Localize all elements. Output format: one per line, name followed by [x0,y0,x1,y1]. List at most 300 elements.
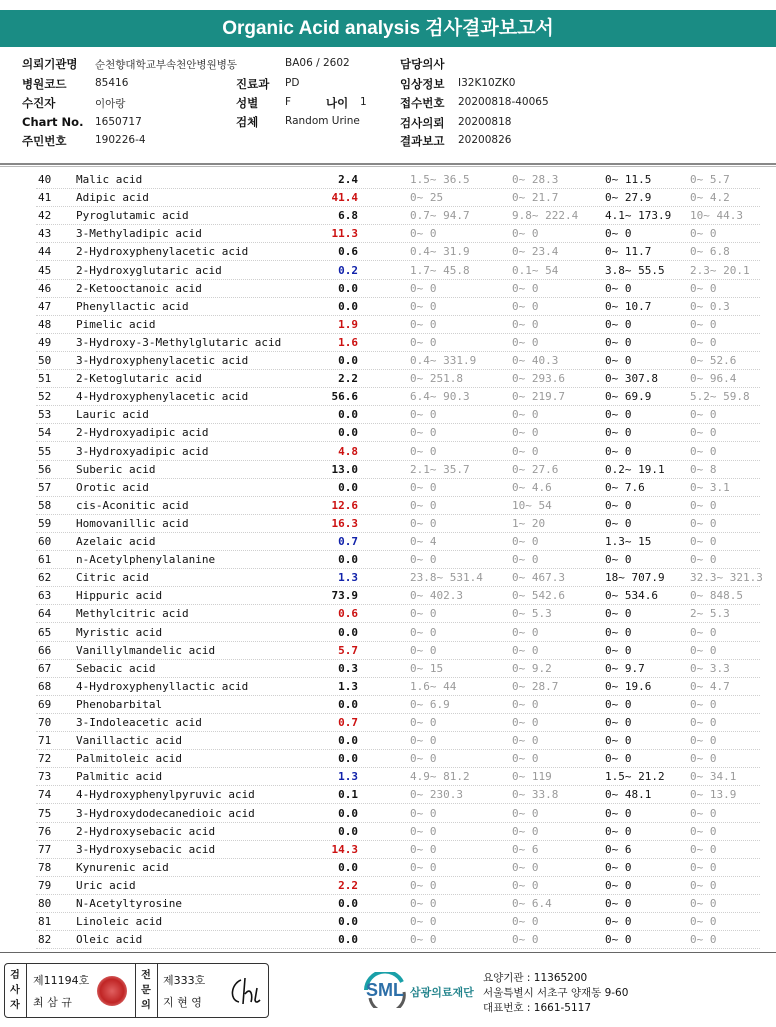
reference-range-2: 0~ 119 [512,770,552,784]
reference-range-2: 0~ 0 [512,806,539,820]
row-number: 47 [38,299,52,313]
examiner-name: 최 삼 규 [33,996,72,1009]
reference-range-3: 0~ 7.6 [605,480,645,494]
reference-range-4: 0~ 0 [690,643,717,657]
reference-range-3: 0~ 9.7 [605,661,645,675]
analyte-name: Pyroglutamic acid [76,209,189,223]
result-value: 14.3 [331,842,358,856]
reference-range-4: 0~ 0 [690,734,717,748]
reference-range-3: 0.2~ 19.1 [605,462,665,476]
result-value: 0.0 [338,625,358,639]
reference-range-2: 0~ 9.2 [512,661,552,675]
table-row [0,877,776,895]
org-info [483,971,628,1016]
id-value: 190226-4 [95,134,146,146]
analyte-name: Palmitoleic acid [76,752,182,766]
reference-range-4: 0~ 0 [690,842,717,856]
row-number: 72 [38,752,52,766]
reference-range-2: 0~ 0 [512,933,539,947]
reference-range-1: 0~ 0 [410,933,437,947]
result-value: 0.0 [338,408,358,422]
reference-range-4: 0~ 6.8 [690,245,730,259]
logo-text: SML [366,980,404,1000]
table-row [0,605,776,623]
result-value: 0.1 [338,788,358,802]
result-value: 0.0 [338,860,358,874]
table-row [0,262,776,280]
signature-divider [157,964,158,1017]
reference-range-2: 0~ 40.3 [512,354,559,367]
result-value: 6.8 [338,209,358,223]
reference-range-4: 0~ 3.3 [690,661,730,675]
analyte-name: 3-Hydroxy-3-Methylglutaric acid [76,335,282,349]
reference-range-3: 0~ 48.1 [605,788,652,802]
specialist-label: 전문의 [141,970,151,1011]
result-label: 결과보고 [400,134,445,148]
table-row [0,406,776,424]
reference-range-4: 0~ 13.9 [690,788,737,802]
row-number: 41 [38,191,52,205]
header-divider-thin [0,166,776,167]
result-value: 0.2 [338,263,358,277]
reference-range-1: 0~ 0 [410,426,437,440]
analyte-name: Pimelic acid [76,317,156,331]
table-row [0,859,776,877]
table-row [0,424,776,442]
analyte-name: 2-Hydroxyadipic acid [76,426,209,440]
reference-range-4: 0~ 0 [690,498,717,512]
row-number: 58 [38,498,52,512]
reference-range-2: 0~ 0 [512,426,539,440]
reference-range-3: 3.8~ 55.5 [605,263,665,277]
reference-range-2: 0~ 0 [512,227,539,241]
reference-range-3: 0~ 0 [605,933,632,947]
row-number: 42 [38,209,52,223]
table-row [0,895,776,913]
analyte-name: Linoleic acid [76,915,163,929]
reference-range-2: 0~ 0 [512,878,539,892]
reference-range-2: 9.8~ 222.4 [512,209,579,223]
patient-label: 수진자 [22,96,56,110]
reference-range-4: 0~ 96.4 [690,372,737,386]
specimen-value: Random Urine [285,115,360,127]
table-row [0,569,776,587]
result-value: 0.7 [338,716,358,729]
row-number: 53 [38,408,52,422]
analyte-name: 2-Ketooctanoic acid [76,281,202,295]
result-value: 0.7 [338,535,358,548]
reference-range-4: 0~ 0 [690,824,717,838]
reference-range-1: 0~ 6.9 [410,697,450,711]
reference-range-3: 0~ 11.5 [605,173,652,186]
analyte-name: 4-Hydroxyphenylpyruvic acid [76,788,255,802]
table-row [0,732,776,750]
reference-range-4: 0~ 0.3 [690,299,730,313]
reference-range-2: 1~ 20 [512,516,546,530]
reference-range-3: 0~ 0 [605,408,632,422]
reference-range-1: 1.7~ 45.8 [410,263,470,277]
reference-range-4: 0~ 0 [690,716,717,729]
analyte-name: Sebacic acid [76,661,156,675]
result-value: 2.2 [338,372,358,386]
table-row [0,515,776,533]
reference-range-2: 0~ 219.7 [512,390,565,404]
analyte-name: Orotic acid [76,480,149,494]
reference-range-2: 0.1~ 54 [512,263,559,277]
result-value: 2.2 [338,878,358,892]
reference-range-2: 0~ 542.6 [512,589,565,603]
reference-range-1: 0~ 0 [410,842,437,856]
org-phone: 대표번호 : 1661-5117 [483,1002,592,1014]
reference-range-1: 1.5~ 36.5 [410,173,470,186]
reference-range-3: 0~ 10.7 [605,299,652,313]
dept-value: PD [285,77,300,89]
table-row [0,913,776,931]
reference-range-3: 0~ 0 [605,824,632,838]
table-row [0,370,776,388]
analyte-name: 3-Methyladipic acid [76,227,202,241]
row-number: 73 [38,770,52,784]
specialist-name: 지 현 영 [163,996,202,1009]
reference-range-1: 0~ 251.8 [410,372,463,386]
row-number: 61 [38,553,52,567]
result-value: 56.6 [331,390,358,404]
row-number: 55 [38,444,52,458]
analyte-name: Uric acid [76,878,136,892]
reference-range-1: 0~ 25 [410,191,444,205]
table-row [0,388,776,406]
result-value: 0.0 [338,354,358,367]
reference-range-1: 0~ 0 [410,498,437,512]
row-number: 66 [38,643,52,657]
result-value: 20200826 [458,134,512,146]
reference-range-3: 0~ 534.6 [605,589,658,603]
row-number: 63 [38,589,52,603]
analyte-name: 3-Hydroxysebacic acid [76,842,216,856]
analyte-name: Kynurenic acid [76,860,169,874]
reference-range-2: 0~ 0 [512,915,539,929]
reference-range-4: 0~ 0 [690,444,717,458]
specimen-label: 검체 [236,115,259,129]
row-number: 76 [38,824,52,838]
reference-range-4: 0~ 52.6 [690,354,737,367]
reference-range-3: 0~ 0 [605,625,632,639]
reference-range-2: 0~ 0 [512,317,539,331]
org-code: 요양기관 : 11365200 [483,972,588,984]
reference-range-2: 0~ 28.3 [512,173,559,186]
reference-range-3: 0~ 0 [605,878,632,892]
reference-range-1: 0~ 0 [410,444,437,458]
signature-box [4,963,269,1018]
reference-range-4: 0~ 0 [690,625,717,639]
reference-range-2: 0~ 23.4 [512,245,559,259]
analyte-name: Phenobarbital [76,697,163,711]
table-row [0,551,776,569]
table-row [0,497,776,515]
reference-range-1: 2.1~ 35.7 [410,462,470,476]
reference-range-4: 0~ 34.1 [690,770,737,784]
reference-range-3: 0~ 0 [605,897,632,910]
analyte-name: Palmitic acid [76,770,163,784]
reference-range-4: 0~ 0 [690,806,717,820]
result-value: 0.0 [338,281,358,295]
reference-range-1: 0~ 0 [410,607,437,621]
reference-range-4: 0~ 4.2 [690,191,730,205]
reference-range-3: 18~ 707.9 [605,571,665,585]
result-value: 2.4 [338,173,358,186]
table-row [0,768,776,786]
reference-range-3: 0~ 69.9 [605,390,652,404]
reference-range-1: 0.4~ 31.9 [410,245,470,259]
reference-range-4: 0~ 0 [690,915,717,929]
reference-range-2: 0~ 6.4 [512,897,552,910]
row-divider [36,948,760,949]
reference-range-1: 23.8~ 531.4 [410,571,483,585]
result-value: 12.6 [331,498,358,512]
result-value: 73.9 [331,589,358,603]
reference-range-2: 0~ 0 [512,553,539,567]
reference-range-4: 32.3~ 321.3 [690,571,763,585]
age-label: 나이 [326,96,349,110]
reference-range-1: 0~ 0 [410,227,437,241]
analyte-name: 2-Hydroxyglutaric acid [76,263,222,277]
reference-range-3: 0~ 6 [605,842,632,856]
analyte-name: Hippuric acid [76,589,163,603]
row-number: 56 [38,462,52,476]
reference-range-1: 0~ 402.3 [410,589,463,603]
reference-range-2: 0~ 33.8 [512,788,559,802]
reference-range-1: 0~ 0 [410,480,437,494]
row-number: 54 [38,426,52,440]
analyte-name: Suberic acid [76,462,156,476]
row-number: 45 [38,263,52,277]
reference-range-4: 0~ 5.7 [690,173,730,186]
code-label: 병원코드 [22,77,67,91]
signature-divider [26,964,27,1017]
org-address: 서울특별시 서초구 양재동 9-60 [483,987,629,999]
analyte-name: Malic acid [76,173,143,186]
row-number: 79 [38,878,52,892]
result-value: 0.0 [338,553,358,567]
ward-value: BA06 / 2602 [285,57,350,69]
patient-value: 이아랑 [95,98,126,110]
reference-range-3: 0~ 0 [605,553,632,567]
sex-value: F [285,96,292,108]
org-name: 삼광의료재단 [410,986,474,999]
reference-range-3: 0~ 27.9 [605,191,652,205]
table-row [0,479,776,497]
reference-range-2: 0~ 0 [512,716,539,729]
result-value: 0.6 [338,607,358,621]
row-number: 68 [38,679,52,693]
table-row [0,225,776,243]
request-label: 검사의뢰 [400,116,445,130]
reference-range-3: 4.1~ 173.9 [605,209,672,223]
reference-range-2: 0~ 0 [512,697,539,711]
reference-range-1: 0~ 0 [410,408,437,422]
reference-range-2: 0~ 0 [512,824,539,838]
reference-range-3: 0~ 0 [605,444,632,458]
reference-range-1: 0~ 230.3 [410,788,463,802]
result-value: 4.8 [338,444,358,458]
row-number: 81 [38,915,52,929]
reference-range-3: 0~ 0 [605,516,632,530]
chart-label: Chart No. [22,115,84,129]
table-row [0,714,776,732]
result-value: 13.0 [331,462,358,476]
table-row [0,334,776,352]
reference-range-1: 0~ 0 [410,806,437,820]
analyte-name: Citric acid [76,571,149,585]
reference-range-1: 0~ 0 [410,281,437,295]
row-number: 48 [38,317,52,331]
row-number: 75 [38,806,52,820]
row-number: 70 [38,716,52,729]
reference-range-2: 0~ 0 [512,408,539,422]
reference-range-2: 0~ 467.3 [512,571,565,585]
reception-value: 20200818-40065 [458,96,549,108]
specialist-license: 제333호 [163,974,206,987]
reference-range-1: 0~ 0 [410,716,437,729]
reference-range-4: 0~ 0 [690,878,717,892]
table-row [0,786,776,804]
result-value: 0.0 [338,299,358,313]
table-row [0,298,776,316]
result-value: 0.6 [338,245,358,259]
reference-range-4: 0~ 0 [690,516,717,530]
clinical-value: I32K10ZK0 [458,77,516,89]
result-value: 1.3 [338,571,358,585]
reference-range-1: 6.4~ 90.3 [410,390,470,404]
table-row [0,171,776,189]
table-row [0,696,776,714]
table-row [0,461,776,479]
analyte-name: n-Acetylphenylalanine [76,553,216,567]
result-value: 0.3 [338,661,358,675]
reference-range-1: 0.4~ 331.9 [410,354,477,367]
reference-range-1: 0~ 0 [410,752,437,766]
analyte-name: N-Acetyltyrosine [76,897,182,910]
row-number: 71 [38,734,52,748]
dept-label: 진료과 [236,77,270,91]
reference-range-3: 0~ 11.7 [605,245,652,259]
reference-range-3: 0~ 0 [605,752,632,766]
id-label: 주민번호 [22,134,67,148]
reference-range-4: 0~ 0 [690,227,717,241]
reference-range-1: 1.6~ 44 [410,679,457,693]
reference-range-1: 0~ 0 [410,824,437,838]
reference-range-2: 0~ 0 [512,444,539,458]
row-number: 57 [38,480,52,494]
reference-range-2: 0~ 0 [512,752,539,766]
result-value: 0.0 [338,734,358,748]
seal-stamp-icon [97,976,127,1006]
analyte-name: 3-Indoleacetic acid [76,716,202,729]
table-row [0,280,776,298]
reference-range-1: 0~ 0 [410,860,437,874]
row-number: 60 [38,535,52,548]
analyte-name: 4-Hydroxyphenylacetic acid [76,390,249,404]
table-row [0,243,776,261]
table-row [0,624,776,642]
reference-range-2: 0~ 0 [512,535,539,548]
row-number: 59 [38,516,52,530]
table-row [0,805,776,823]
reference-range-1: 0~ 4 [410,535,437,548]
reference-range-2: 0~ 0 [512,335,539,349]
analyte-name: 3-Hydroxydodecanedioic acid [76,806,255,820]
age-value: 1 [360,96,367,108]
row-number: 77 [38,842,52,856]
reference-range-2: 0~ 0 [512,281,539,295]
reference-range-4: 0~ 0 [690,408,717,422]
reference-range-2: 0~ 4.6 [512,480,552,494]
result-value: 0.0 [338,480,358,494]
reference-range-4: 0~ 0 [690,933,717,947]
analyte-name: Vanillylmandelic acid [76,643,216,657]
reference-range-4: 0~ 0 [690,335,717,349]
reference-range-4: 2.3~ 20.1 [690,263,750,277]
table-row [0,678,776,696]
table-row [0,207,776,225]
reference-range-2: 0~ 0 [512,860,539,874]
reference-range-1: 0~ 0 [410,643,437,657]
chart-value: 1650717 [95,116,142,128]
table-row [0,189,776,207]
hospital-value: 순천향대학교부속천안병원병동 [95,59,238,71]
doctor-label: 담당의사 [400,57,445,71]
row-number: 65 [38,625,52,639]
reference-range-2: 0~ 28.7 [512,679,559,693]
reference-range-4: 0~ 0 [690,697,717,711]
table-row [0,587,776,605]
reference-range-4: 0~ 0 [690,317,717,331]
reference-range-2: 0~ 27.6 [512,462,559,476]
header-divider [0,163,776,165]
reference-range-4: 10~ 44.3 [690,209,743,223]
row-number: 46 [38,281,52,295]
reference-range-3: 0~ 19.6 [605,679,652,693]
table-row [0,352,776,370]
examiner-label: 검사자 [10,970,20,1011]
result-value: 0.0 [338,697,358,711]
reference-range-3: 0~ 0 [605,227,632,241]
reference-range-2: 0~ 6 [512,842,539,856]
result-value: 16.3 [331,516,358,530]
reference-range-3: 0~ 0 [605,716,632,729]
reference-range-1: 0~ 0 [410,878,437,892]
analyte-name: Azelaic acid [76,535,156,548]
reference-range-4: 0~ 0 [690,426,717,440]
reference-range-3: 0~ 0 [605,354,632,367]
analyte-name: Phenyllactic acid [76,299,189,313]
analyte-name: Myristic acid [76,625,163,639]
reference-range-3: 0~ 0 [605,643,632,657]
analyte-name: 2-Ketoglutaric acid [76,372,202,386]
analyte-name: Adipic acid [76,191,149,205]
row-number: 50 [38,354,52,367]
result-value: 0.0 [338,426,358,440]
reference-range-4: 0~ 0 [690,860,717,874]
reference-range-3: 0~ 0 [605,498,632,512]
table-row [0,316,776,334]
reference-range-3: 0~ 0 [605,335,632,349]
result-value: 0.0 [338,806,358,820]
reference-range-3: 1.3~ 15 [605,535,652,548]
clinical-label: 임상정보 [400,77,445,91]
reference-range-2: 0~ 0 [512,625,539,639]
row-number: 40 [38,173,52,186]
